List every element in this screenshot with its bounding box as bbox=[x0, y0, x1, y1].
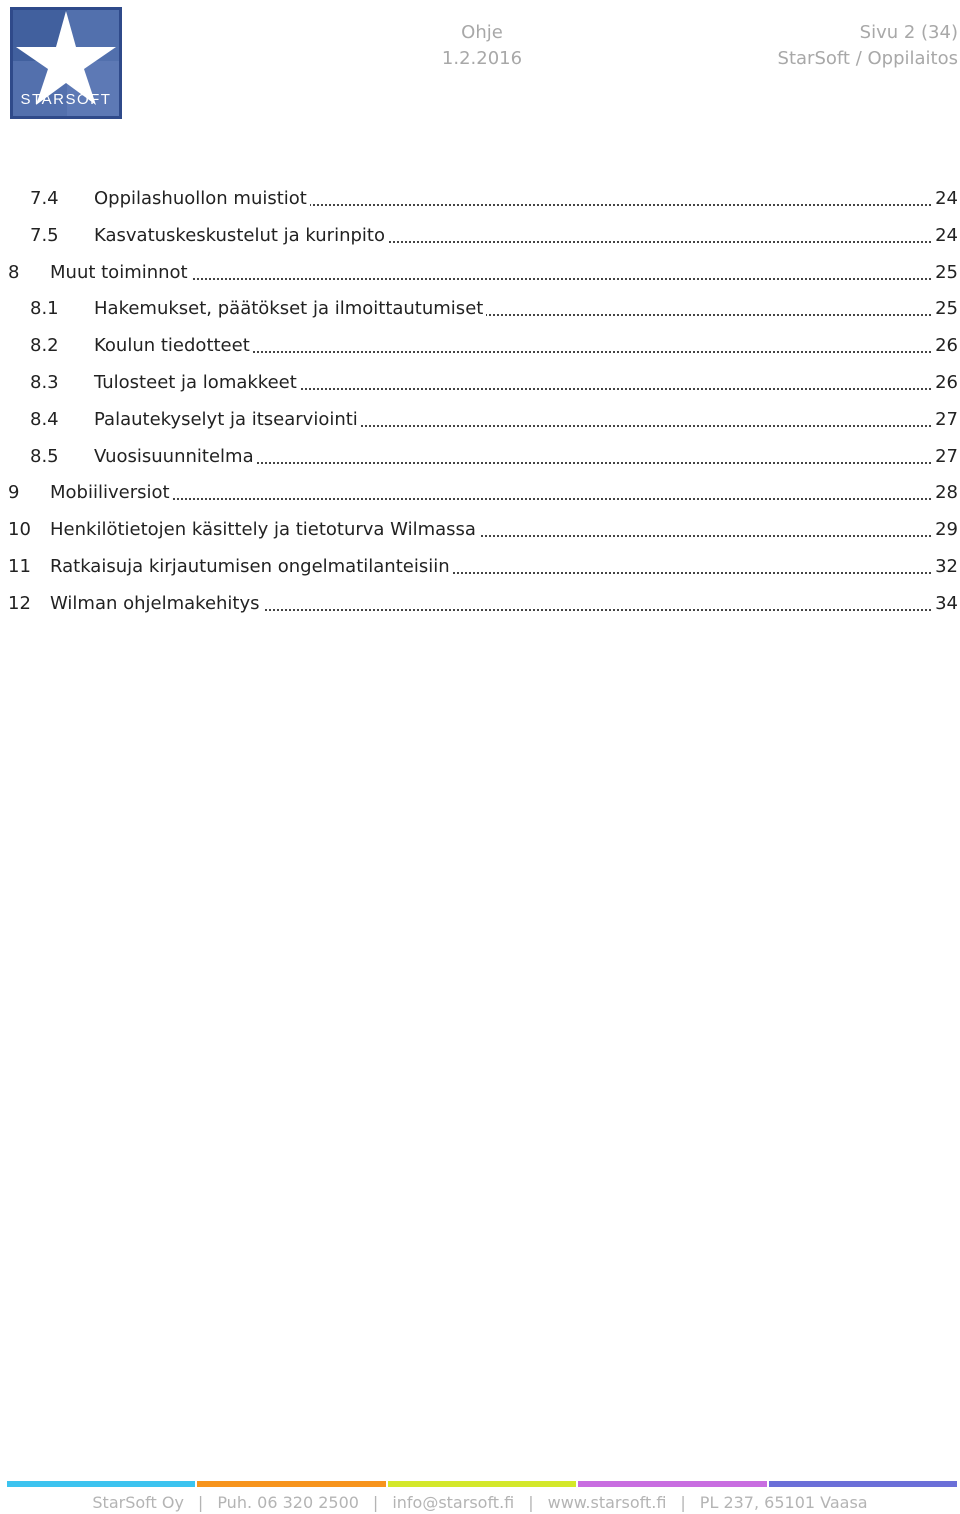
toc-entry-page: 24 bbox=[932, 221, 958, 251]
doc-date: 1.2.2016 bbox=[441, 48, 523, 69]
toc-entry-number: 11 bbox=[8, 556, 31, 577]
footer bbox=[0, 1493, 960, 1512]
toc-entry-title[interactable]: Ratkaisuja kirjautumisen ongelmatilanteisiin bbox=[50, 552, 453, 582]
toc-entry[interactable] bbox=[0, 294, 958, 324]
toc-entry-number: 8.3 bbox=[30, 372, 59, 393]
toc-entry-page: 28 bbox=[932, 478, 958, 508]
footer-item[interactable]: www.starsoft.fi bbox=[547, 1493, 667, 1512]
toc-leader-dots bbox=[50, 498, 958, 500]
footer-item: StarSoft Oy bbox=[92, 1493, 184, 1512]
footer-separator: | bbox=[528, 1493, 534, 1512]
toc-entry-page: 27 bbox=[932, 442, 958, 472]
toc-entry-title[interactable]: Wilman ohjelmakehitys bbox=[50, 589, 263, 619]
footer-color-bar bbox=[7, 1481, 957, 1487]
toc-entry-page: 26 bbox=[932, 368, 958, 398]
footer-bar-segment bbox=[197, 1481, 385, 1487]
footer-bar-segment bbox=[769, 1481, 957, 1487]
toc-entry-title[interactable]: Palautekyselyt ja itsearviointi bbox=[94, 405, 361, 435]
footer-item: PL 237, 65101 Vaasa bbox=[699, 1493, 868, 1512]
footer-item[interactable]: info@starsoft.fi bbox=[392, 1493, 515, 1512]
toc-entry[interactable] bbox=[0, 442, 958, 472]
toc-entry-title[interactable]: Henkilötietojen käsittely ja tietoturva Wilmassa bbox=[50, 515, 479, 545]
toc-entry-number: 8.5 bbox=[30, 445, 59, 467]
toc-entry-title[interactable]: Oppilashuollon muistiot bbox=[94, 184, 310, 214]
toc-entry[interactable] bbox=[0, 258, 958, 288]
toc-entry-number: 8.4 bbox=[30, 408, 59, 430]
toc-entry-title[interactable]: Muut toiminnot bbox=[50, 258, 191, 288]
toc-entry-number: 8.2 bbox=[30, 335, 59, 357]
toc-entry[interactable] bbox=[0, 552, 958, 582]
footer-bar-segment bbox=[388, 1481, 576, 1487]
footer-separator: | bbox=[680, 1493, 686, 1512]
footer-separator: | bbox=[197, 1493, 204, 1512]
toc-entry-title[interactable]: Mobiiliversiot bbox=[50, 478, 173, 508]
toc-entry[interactable] bbox=[0, 184, 958, 214]
toc-entry-title[interactable]: Hakemukset, päätökset ja ilmoittautumiset bbox=[94, 294, 486, 324]
toc-entry[interactable] bbox=[0, 331, 958, 361]
organization: StarSoft / Oppilaitos bbox=[777, 48, 958, 69]
toc-entry-page: 25 bbox=[932, 294, 958, 324]
toc-entry-title[interactable]: Koulun tiedotteet bbox=[94, 331, 253, 361]
toc-entry-number: 7.5 bbox=[30, 224, 59, 246]
toc-entry-title[interactable]: Tulosteet ja lomakkeet bbox=[94, 368, 300, 398]
toc-entry-number: 9 bbox=[8, 482, 20, 504]
toc-entry-number: 8.1 bbox=[30, 298, 59, 320]
header-right bbox=[778, 20, 958, 72]
toc-entry-page: 34 bbox=[932, 589, 958, 619]
footer-bar-segment bbox=[7, 1481, 195, 1487]
toc-entry[interactable] bbox=[0, 589, 958, 619]
toc-entry-page: 27 bbox=[932, 405, 958, 435]
page-number: Sivu 2 (34) bbox=[859, 22, 958, 43]
footer-bar-segment bbox=[578, 1481, 766, 1487]
toc-entry[interactable] bbox=[0, 221, 958, 251]
toc-entry-number: 12 bbox=[8, 592, 31, 614]
footer-separator: | bbox=[372, 1493, 379, 1512]
toc-entry-page: 25 bbox=[932, 258, 958, 288]
toc-entry[interactable] bbox=[0, 478, 958, 508]
toc-entry[interactable] bbox=[0, 405, 958, 435]
doc-type: Ohje bbox=[461, 22, 503, 43]
header-center bbox=[432, 20, 532, 72]
toc-entry-number: 8 bbox=[8, 261, 20, 283]
starsoft-logo bbox=[10, 7, 122, 119]
logo-text: STARSOFT bbox=[20, 91, 112, 108]
toc-entry-page: 32 bbox=[932, 552, 958, 582]
toc-entry-title[interactable]: Kasvatuskeskustelut ja kurinpito bbox=[94, 221, 388, 251]
toc-entry[interactable] bbox=[0, 515, 958, 545]
toc-entry-page: 26 bbox=[932, 331, 958, 361]
toc-entry-number: 7.4 bbox=[30, 188, 59, 209]
toc-entry-title[interactable]: Vuosisuunnitelma bbox=[94, 442, 257, 472]
toc-entry[interactable] bbox=[0, 368, 958, 398]
footer-item: Puh. 06 320 2500 bbox=[217, 1493, 359, 1512]
toc-entry-number: 10 bbox=[8, 519, 31, 541]
toc-entry-page: 24 bbox=[932, 184, 958, 214]
toc-entry-page: 29 bbox=[932, 515, 958, 545]
